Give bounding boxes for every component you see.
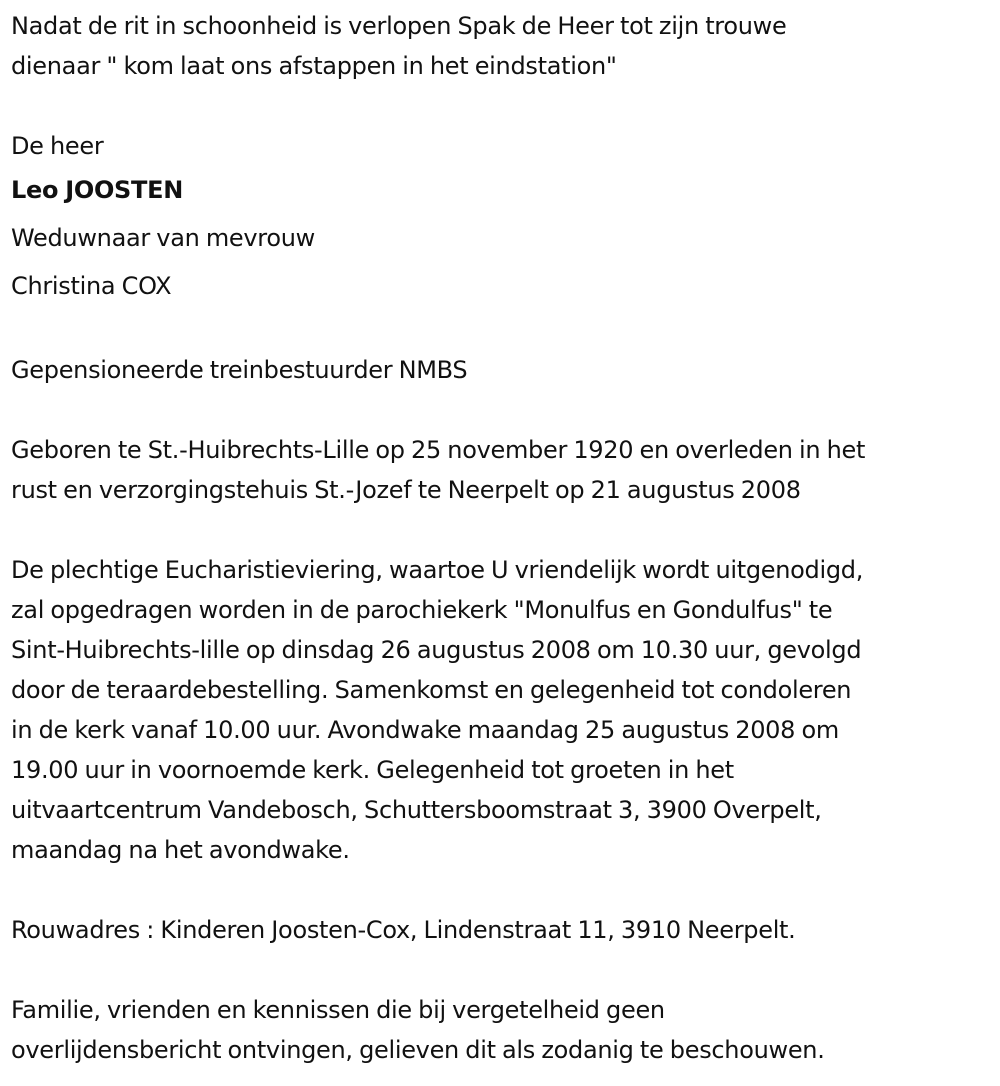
mourning-address: Rouwadres : Kinderen Joosten-Cox, Lindenstraat 11, 3910 Neerpelt. <box>11 916 796 944</box>
paragraph-line: Familie, vrienden en kennissen die bij vergetelheid geen <box>11 996 665 1024</box>
intro-quote <box>11 6 1000 86</box>
ceremony-paragraph <box>11 550 1000 870</box>
closing-paragraph <box>11 990 1000 1070</box>
paragraph-line: Sint-Huibrechts-lille op dinsdag 26 augustus 2008 om 10.30 uur, gevolgd <box>11 636 862 664</box>
intro-line: Nadat de rit in schoonheid is verlopen Spak de Heer tot zijn trouwe <box>11 12 787 40</box>
paragraph-line: maandag na het avondwake. <box>11 836 350 864</box>
paragraph-line: zal opgedragen worden in de parochiekerk "Monulfus en Gondulfus" te <box>11 596 833 624</box>
paragraph-line: uitvaartcentrum Vandebosch, Schuttersboomstraat 3, 3900 Overpelt, <box>11 796 822 824</box>
paragraph-line: in de kerk vanaf 10.00 uur. Avondwake maandag 25 augustus 2008 om <box>11 716 839 744</box>
title-prefix: De heer <box>11 132 104 160</box>
paragraph-line: De plechtige Eucharistieviering, waartoe U vriendelijk wordt uitgenodigd, <box>11 556 864 584</box>
birth-death-paragraph <box>11 430 1000 510</box>
paragraph-line: Geboren te St.-Huibrechts-Lille op 25 november 1920 en overleden in het <box>11 436 866 464</box>
spouse-name: Christina COX <box>11 272 172 300</box>
relation: Weduwnaar van mevrouw <box>11 224 315 252</box>
occupation: Gepensioneerde treinbestuurder NMBS <box>11 356 468 384</box>
paragraph-line: door de teraardebestelling. Samenkomst en gelegenheid tot condoleren <box>11 676 852 704</box>
paragraph-line: overlijdensbericht ontvingen, gelieven dit als zodanig te beschouwen. <box>11 1036 825 1064</box>
paragraph-line: rust en verzorgingstehuis St.-Jozef te Neerpelt op 21 augustus 2008 <box>11 476 801 504</box>
paragraph-line: 19.00 uur in voornoemde kerk. Gelegenheid tot groeten in het <box>11 756 734 784</box>
intro-line: dienaar " kom laat ons afstappen in het eindstation" <box>11 52 617 80</box>
deceased-name: Leo JOOSTEN <box>11 176 183 204</box>
